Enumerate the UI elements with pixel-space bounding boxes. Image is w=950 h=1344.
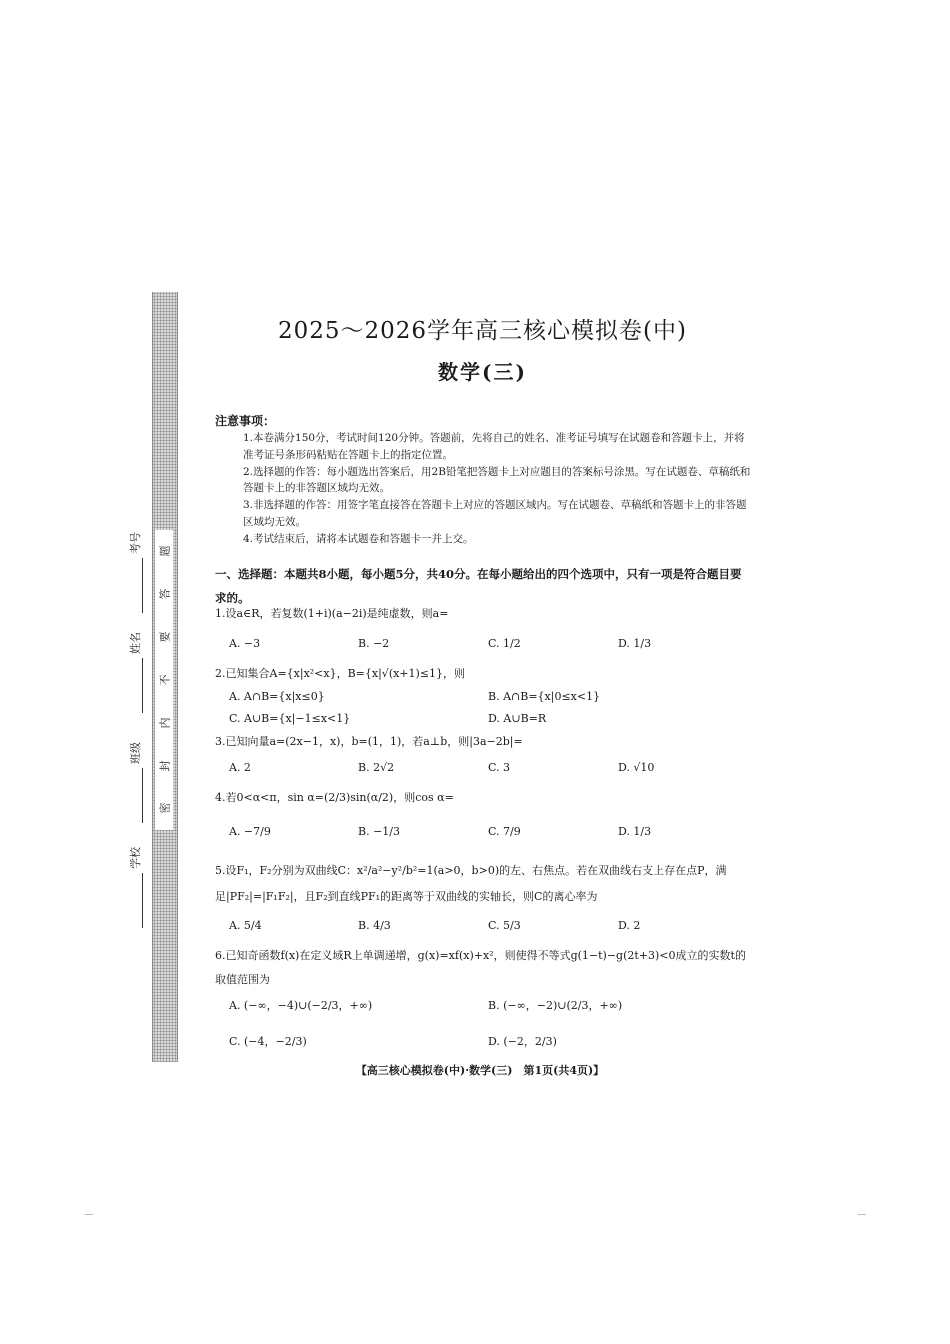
- class-field[interactable]: 班级: [127, 703, 143, 823]
- option-a: A. −7/9: [229, 825, 271, 838]
- option-c: C. 3: [488, 761, 511, 774]
- option-a: A. −3: [229, 637, 261, 650]
- exam-subtitle: 数学(三): [438, 360, 527, 384]
- seal-line-label: [155, 530, 173, 830]
- option-c: C. (−4，−2/3): [229, 1035, 307, 1048]
- option-b: B. 2√2: [358, 761, 395, 774]
- note-item: 1.本卷满分150分，考试时间120分钟。答题前，先将自己的姓名、准考证号填写在试题卷和答题卡上，并将准考证号条形码粘贴在答题卡上的指定位置。: [243, 432, 745, 461]
- option-b: B. −1/3: [358, 825, 400, 838]
- option-d: D. (−2，2/3): [488, 1035, 557, 1048]
- note-item: 4.考试结束后，请将本试题卷和答题卡一并上交。: [243, 532, 474, 545]
- option-c: C. A∪B={x|−1≤x<1}: [229, 712, 351, 725]
- option-a: A. 2: [229, 761, 251, 774]
- option-b: B. 4/3: [358, 919, 391, 932]
- option-d: D. 1/3: [618, 637, 652, 650]
- option-b: B. A∩B={x|0≤x<1}: [488, 690, 601, 703]
- seal-char: 要: [158, 631, 171, 643]
- option-d: D. A∪B=R: [488, 712, 547, 725]
- exam-title: 2025～2026学年高三核心模拟卷(中): [277, 318, 687, 344]
- option-a: A. 5/4: [229, 919, 262, 932]
- note-item: 2.选择题的作答：每小题选出答案后，用2B铅笔把答题卡上对应题目的答案标号涂黑。写在试题卷、草稿纸和答题卡上的非答题区域均无效。: [243, 465, 751, 495]
- question-6: 6.已知奇函数f(x)在定义域R上单调递增，g(x)=xf(x)+x²，则使得不等式g(1−t)−g(2t+3)<0成立的实数t的取值范围为: [215, 949, 746, 986]
- seal-char: 答: [158, 588, 171, 600]
- crop-mark: [858, 1214, 866, 1215]
- question-1: 1.设a∈R，若复数(1+i)(a−2i)是纯虚数，则a=: [215, 607, 449, 620]
- question-2: 2.已知集合A={x|x²<x}，B={x|√(x+1)≤1}，则: [215, 667, 466, 680]
- option-d: D. 2: [618, 919, 641, 932]
- seal-char: 不: [158, 674, 171, 686]
- option-a: A. A∩B={x|x≤0}: [229, 690, 325, 703]
- question-5: 5.设F₁，F₂分别为双曲线C：x²/a²−y²/b²=1(a>0，b>0)的左、右焦点。若在双曲线右支上存在点P，满足|PF₂|=|F₁F₂|，且F₂到直线PF₁的距离等于双曲线的实轴长，则C的离心率为: [215, 864, 727, 903]
- option-c: C. 1/2: [488, 637, 521, 650]
- option-b: B. (−∞，−2)∪(2/3，+∞): [488, 999, 623, 1012]
- option-b: B. −2: [358, 637, 390, 650]
- question-3: 3.已知向量a=(2x−1，x)，b=(1，1)，若a⊥b，则|3a−2b|=: [215, 735, 523, 748]
- name-field[interactable]: 姓名: [127, 593, 143, 713]
- seal-char: 内: [158, 717, 171, 729]
- notes-list: [243, 430, 753, 548]
- school-field[interactable]: 学校: [127, 808, 143, 928]
- option-d: D. 1/3: [618, 825, 652, 838]
- notes-heading: 注意事项：: [215, 414, 276, 428]
- student-info-fields: [125, 505, 147, 895]
- page-footer: 【高三核心模拟卷(中)·数学(三) 第1页(共4页)】: [355, 1064, 605, 1077]
- note-item: 3.非选择题的作答：用签字笔直接答在答题卡上对应的答题区域内。写在试题卷、草稿纸和答题卡上的非答题区域均无效。: [243, 499, 747, 528]
- option-c: C. 7/9: [488, 825, 521, 838]
- question-4: 4.若0<α<π，sin α=(2/3)sin(α/2)，则cos α=: [215, 791, 454, 804]
- section-heading: 一、选择题：本题共8小题，每小题5分，共40分。在每小题给出的四个选项中，只有一项是符合题目要求的。: [215, 567, 742, 605]
- seal-char: 题: [158, 545, 171, 557]
- exam-number-field[interactable]: 考号: [127, 493, 143, 613]
- seal-char: 封: [158, 760, 171, 772]
- option-a: A. (−∞，−4)∪(−2/3，+∞): [229, 999, 373, 1012]
- option-d: D. √10: [618, 761, 655, 774]
- crop-mark: [85, 1214, 93, 1215]
- option-c: C. 5/3: [488, 919, 521, 932]
- seal-char: 密: [158, 802, 171, 814]
